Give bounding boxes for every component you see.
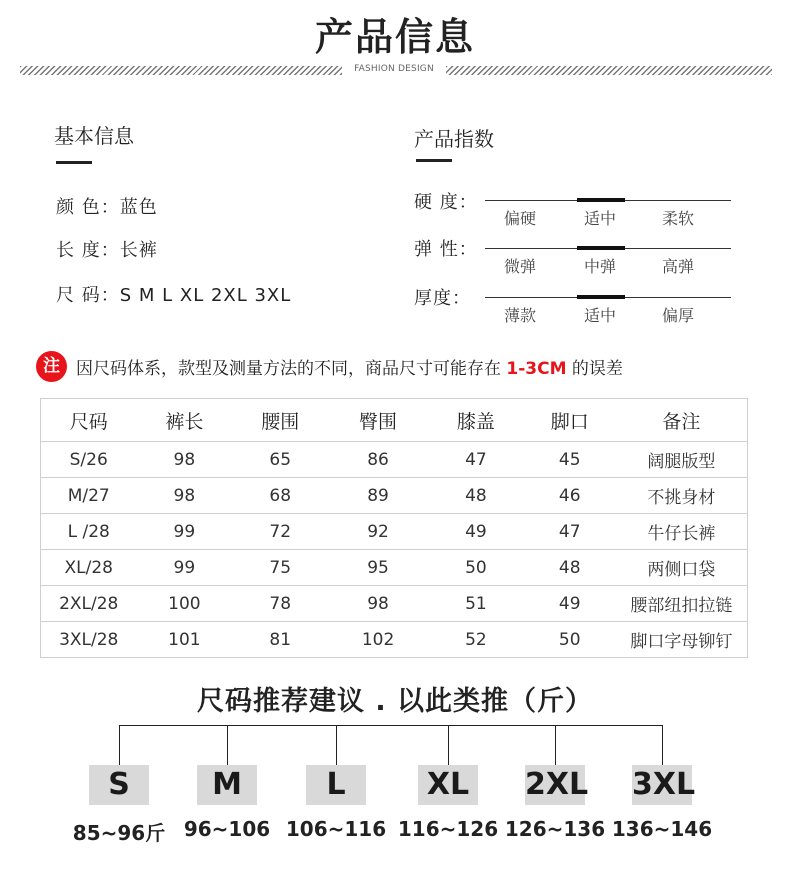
- size-box: 3XL: [632, 765, 692, 805]
- table-header-row: [41, 399, 748, 442]
- table-cell: 52: [428, 622, 524, 658]
- scale-option: 适中: [583, 306, 616, 325]
- table-cell: 95: [328, 550, 428, 586]
- table-cell: 98: [136, 478, 232, 514]
- size-table: [40, 398, 748, 658]
- table-cell: 脚口字母铆钉: [616, 622, 748, 658]
- index-label: 厚度：: [414, 288, 471, 309]
- table-cell: 81: [232, 622, 328, 658]
- index-label: 弹 性：: [414, 239, 478, 260]
- table-row: [41, 514, 748, 550]
- table-cell: 两侧口袋: [616, 550, 748, 586]
- table-cell: 不挑身材: [616, 478, 748, 514]
- header-cell-highlight: 裤长: [165, 410, 204, 433]
- table-cell: 72: [232, 514, 328, 550]
- decorative-hatch-right: [446, 66, 772, 75]
- size-box: L: [306, 765, 366, 805]
- table-cell: 45: [524, 442, 616, 478]
- connector-line: [119, 725, 662, 726]
- table-cell: 50: [524, 622, 616, 658]
- table-cell: 2XL/28: [41, 586, 137, 622]
- header-cell: 尺码: [69, 410, 108, 433]
- scale-option: 高弹: [661, 257, 694, 276]
- product-index-underline: [416, 159, 452, 162]
- table-cell: 阔腿版型: [616, 442, 748, 478]
- scale-option: 微弹: [503, 257, 536, 276]
- header-cell: 脚口: [550, 410, 589, 433]
- size-box: 2XL: [525, 765, 585, 805]
- scale-option: 适中: [583, 209, 616, 228]
- size-box: M: [197, 765, 257, 805]
- table-cell: 腰部纽扣拉链: [616, 586, 748, 622]
- size-weight-range: 96~106: [183, 817, 271, 841]
- info-length: 长 度：长裤: [56, 240, 158, 261]
- table-cell: 3XL/28: [41, 622, 137, 658]
- size-weight-range: 126~136: [504, 817, 606, 841]
- table-cell: 68: [232, 478, 328, 514]
- table-cell: 牛仔长裤: [616, 514, 748, 550]
- table-cell: 92: [328, 514, 428, 550]
- table-cell: 100: [136, 586, 232, 622]
- header-cell: 膝盖: [456, 410, 495, 433]
- table-cell: 101: [136, 622, 232, 658]
- note-text-before: 因尺码体系，款型及测量方法的不同，商品尺寸可能存在: [76, 359, 507, 379]
- table-cell: 102: [328, 622, 428, 658]
- note-badge: 注: [36, 351, 67, 382]
- header-cell: 腰围: [261, 410, 300, 433]
- size-weight-range: 85~96斤: [72, 821, 166, 845]
- table-cell: L /28: [41, 514, 137, 550]
- connector-tick: [119, 725, 120, 765]
- table-cell: 47: [428, 442, 524, 478]
- basic-info-underline: [56, 161, 92, 164]
- table-cell: 99: [136, 550, 232, 586]
- table-cell: 46: [524, 478, 616, 514]
- table-cell: M/27: [41, 478, 137, 514]
- page-title: 产品信息: [314, 15, 475, 59]
- size-table-body: [41, 399, 748, 658]
- connector-tick: [227, 725, 228, 765]
- table-cell: 51: [428, 586, 524, 622]
- scale-option: 中弹: [583, 257, 616, 276]
- info-color: 颜 色：蓝色: [56, 197, 158, 218]
- scale-option: 偏硬: [503, 209, 536, 228]
- connector-tick: [448, 725, 449, 765]
- table-cell: S/26: [41, 442, 137, 478]
- table-cell: 98: [328, 586, 428, 622]
- connector-tick: [555, 725, 556, 765]
- product-index-heading: 产品指数: [414, 127, 494, 151]
- scale-selected-mark: [577, 295, 625, 299]
- scale-option: 柔软: [661, 209, 694, 228]
- table-cell: 48: [524, 550, 616, 586]
- table-cell: 98: [136, 442, 232, 478]
- recommend-title: 尺码推荐建议 . 以此类推（斤）: [196, 686, 594, 717]
- table-cell: 49: [524, 586, 616, 622]
- scale-option: 薄款: [503, 306, 536, 325]
- table-row: [41, 622, 748, 658]
- size-box: S: [89, 765, 149, 805]
- note-text: [76, 354, 623, 379]
- scale-selected-mark: [577, 246, 625, 250]
- table-cell: 99: [136, 514, 232, 550]
- table-cell: 47: [524, 514, 616, 550]
- index-label: 硬 度：: [414, 192, 478, 213]
- connector-tick: [662, 725, 663, 765]
- size-box: XL: [418, 765, 478, 805]
- table-cell: 78: [232, 586, 328, 622]
- table-cell: 89: [328, 478, 428, 514]
- info-sizes: 尺 码：S M L XL 2XL 3XL: [56, 285, 292, 306]
- scale-option: 偏厚: [661, 306, 694, 325]
- size-weight-range: 116~126: [397, 817, 499, 841]
- connector-tick: [336, 725, 337, 765]
- fashion-design-label: FASHION DESIGN: [354, 64, 434, 74]
- size-weight-range: 136~146: [611, 817, 713, 841]
- table-cell: 48: [428, 478, 524, 514]
- note-text-after: 的误差: [566, 359, 623, 379]
- table-cell: 65: [232, 442, 328, 478]
- decorative-hatch-left: [20, 66, 342, 75]
- table-cell: 50: [428, 550, 524, 586]
- header-cell: 臀围: [359, 410, 398, 433]
- table-cell: 49: [428, 514, 524, 550]
- table-row: [41, 442, 748, 478]
- table-row: [41, 586, 748, 622]
- table-cell: 86: [328, 442, 428, 478]
- note-highlight: 1-3CM: [506, 359, 567, 379]
- table-cell: 75: [232, 550, 328, 586]
- scale-selected-mark: [577, 198, 625, 202]
- size-weight-range: 106~116: [285, 817, 387, 841]
- header-cell: 备注: [662, 410, 701, 433]
- table-row: [41, 550, 748, 586]
- table-cell: XL/28: [41, 550, 137, 586]
- basic-info-heading: 基本信息: [54, 124, 134, 148]
- table-row: [41, 478, 748, 514]
